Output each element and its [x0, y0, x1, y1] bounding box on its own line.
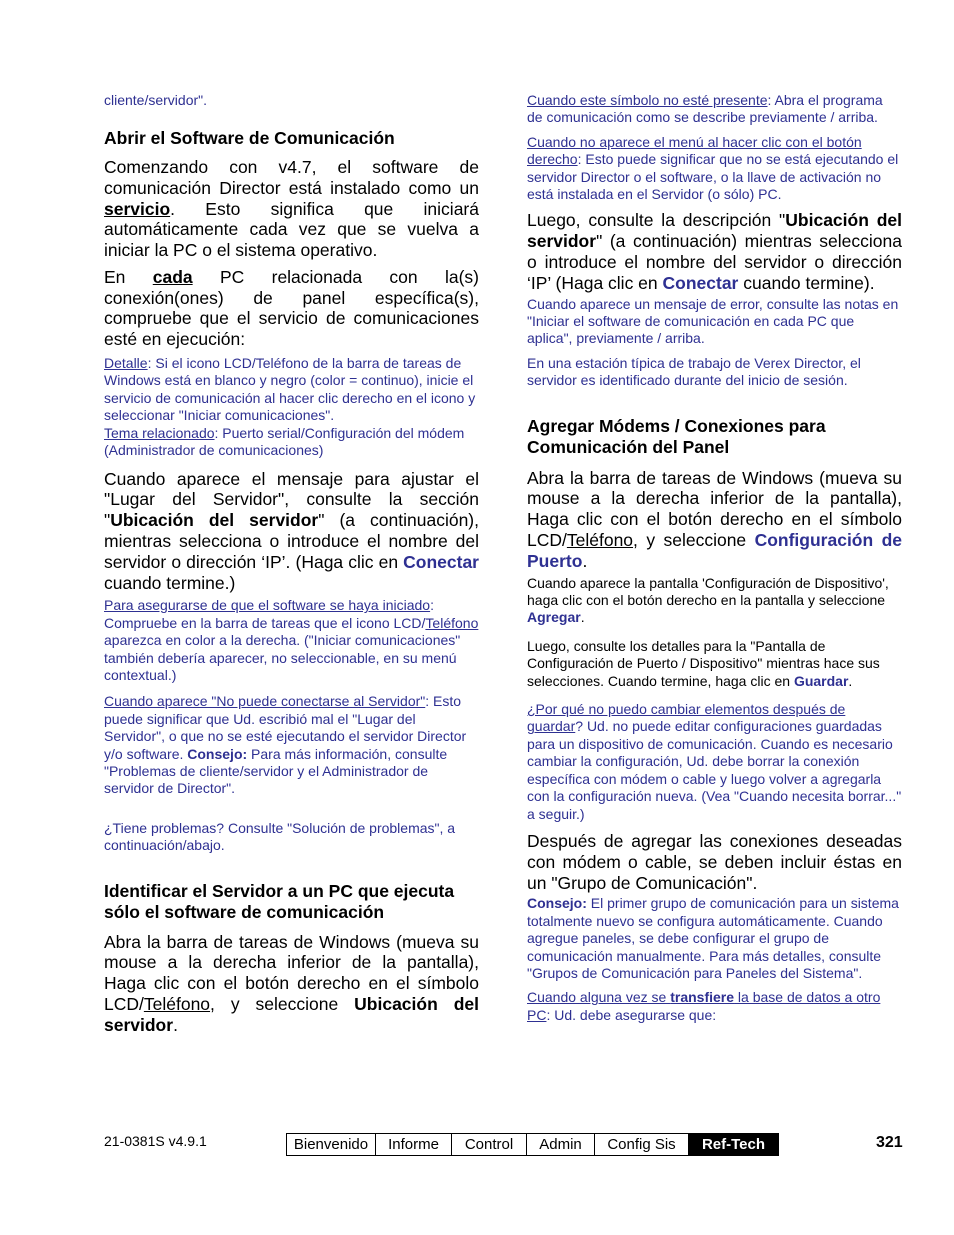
link-symbol-not-present[interactable]: Cuando este símbolo no esté presente [527, 92, 768, 108]
paragraph-port-details: Luego, consulte los detalles para la "Pantalla de Configuración de Puerto / Dispositivo" mientras hace sus selecciones. Cuando termine, haga clic en Guardar. [527, 637, 880, 689]
paragraph-consult-location: Luego, consulte la descripción "Ubicación del servidor" (a continuación) mientras selecciona o introduce el nombre del servidor o dirección ‘IP’ (Haga clic en Conectar cuando termine). [527, 210, 902, 293]
note-consejo-group: Consejo: El primer grupo de comunicación para un sistema totalmente nuevo se configura automáticamente. Cuando agregue paneles, se debe configurar el grupo de comunicación manualmente. Para más detalles, consulte "Grupos de Comunicación para Paneles del Sistema". [527, 895, 899, 981]
nav-admin[interactable]: Admin [527, 1134, 595, 1155]
note-problems: ¿Tiene problemas? Consulte "Solución de problemas", a continuación/abajo. [104, 819, 456, 854]
paragraph-comm-group: Después de agregar las conexiones deseadas con módem o cable, se deben incluir éstas en un "Grupo de Comunicación". [527, 830, 902, 893]
section-heading-open-software: Abrir el Software de Comunicación [104, 128, 395, 149]
nav-control[interactable]: Control [452, 1134, 527, 1155]
note-error-message: Cuando aparece un mensaje de error, consulte las notas en "Iniciar el software de comunicación en cada PC que aplica", previamente / arriba. [527, 295, 899, 347]
link-tema-relacionado[interactable]: Tema relacionado [104, 424, 215, 441]
nav-config-sis[interactable]: Config Sis [595, 1134, 689, 1155]
paragraph-each-pc: En cada PC relacionada con la(s) conexión(ones) de panel específica(s), compruebe que el servicio de comunicaciones esté en ejecución: [104, 266, 479, 350]
note-menu-not-appear: Cuando no aparece el menú al hacer clic con el botón derecho: Esto puede significar que no se está ejecutando el servidor Director o el software, o la llave de activación no está instalada en el Servidor (o sólo) PC. [527, 133, 899, 203]
link-servicio[interactable]: servicio [104, 198, 171, 219]
nav-ref-tech[interactable]: Ref-Tech [689, 1134, 778, 1155]
right-column [527, 92, 902, 1024]
nav-informe[interactable]: Informe [376, 1134, 452, 1155]
note-ensure-started: Para asegurarse de que el software se haya iniciado: Compruebe en la barra de tareas que el icono LCD/Teléfono aparezca en color a la derecha. ("Iniciar comunicaciones" también debería aparecer, no seleccionable, en su menú contextual.) [104, 597, 479, 683]
footer-nav [286, 1133, 779, 1156]
link-menu-not-appear[interactable]: Cuando no aparece el menú al hacer clic con el botón derecho [527, 133, 862, 168]
paragraph-service: Comenzando con v4.7, el software de comunicación Director está instalado como un servicio. Esto significa que iniciará automáticamente cada vez que se vuelva a iniciar la PC o el sistema operativo. [104, 156, 479, 261]
section-heading-add-modems: Agregar Módems / Conexiones para Comunicación del Panel [527, 415, 826, 458]
nav-bienvenido[interactable]: Bienvenido [287, 1134, 376, 1155]
note-symbol-not-present: Cuando este símbolo no esté presente: Abra el programa de comunicación como se describe previamente / arriba. [527, 92, 883, 126]
note-cannot-change: ¿Por qué no puedo cambiar elementos después de guardar? Ud. no puede editar configuraciones guardadas para un dispositivo de comunicación. Cuando es necesario cambiar la configuración, Ud. debe borrar la conexión específica con módem o cable y luego volver a agregarla con la configuración nueva. (Vea "Cuando necesita borrar..." a seguir.) [527, 701, 902, 822]
link-detalle[interactable]: Detalle [104, 355, 148, 372]
paragraph-port-config: Abra la barra de tareas de Windows (mueva su mouse a la derecha inferior de la pantalla), Haga clic con el botón derecho en el símbolo LCD/Teléfono, y seleccione Configuración de Puerto. [527, 467, 903, 571]
paragraph-open-taskbar: Abra la barra de tareas de Windows (mueva su mouse a la derecha inferior de la pantalla), Haga clic con el botón derecho en el símbolo LCD/Teléfono, y seleccione Ubicación del servidor. [104, 931, 480, 1035]
link-cannot-change[interactable]: ¿Por qué no puedo cambiar elementos después de guardar [527, 701, 846, 735]
link-transfer-db[interactable]: Cuando alguna vez se transfiere la base de datos a otro PC [527, 989, 881, 1023]
document-id: 21-0381S v4.9.1 [104, 1133, 207, 1149]
link-ensure-started[interactable]: Para asegurarse de que el software se haya iniciado [104, 597, 431, 614]
note-cannot-connect: Cuando aparece "No puede conectarse al Servidor": Esto puede significar que Ud. escribió mal el "Lugar del Servidor", o que no se esté ejecutando el servidor Director y/o software. Consejo: Para más información, consulte "Problemas de cliente/servidor y el Administrador de servidor de Director". [104, 693, 467, 797]
page-number: 321 [876, 1134, 903, 1151]
continuation-note: cliente/servidor". [104, 92, 208, 108]
config-puerto-label: Configuración de Puerto [527, 530, 903, 571]
paragraph-server-location: Cuando aparece el mensaje para ajustar el "Lugar del Servidor", consulte la sección "Ubicación del servidor" (a continuación), mientras selecciona o introduce el nombre del servidor o dirección ‘IP’. (Haga clic en Conectar cuando termine.) [104, 468, 479, 593]
note-detalle: Detalle: Si el icono LCD/Teléfono de la barra de tareas de Windows está en blanco y negro (color = continuo), inicie el servicio de comunicación al hacer clic derecho en el icono y seleccionar "Iniciar comunicaciones". [104, 355, 476, 424]
link-cannot-connect[interactable]: Cuando aparece "No puede conectarse al Servidor" [104, 693, 426, 710]
note-related-topic: Tema relacionado: Puerto serial/Configuración del módem (Administrador de comunicaciones) [104, 424, 465, 459]
note-transfer-db: Cuando alguna vez se transfiere la base de datos a otro PC: Ud. debe asegurarse que: [527, 989, 881, 1023]
conectar-label: Conectar [403, 551, 479, 572]
paragraph-device-config: Cuando aparece la pantalla 'Configuración de Dispositivo', haga clic con el botón derecho en la pantalla y seleccione Agregar. [527, 574, 889, 626]
section-heading-identify-server: Identificar el Servidor a un PC que ejecuta sólo el software de comunicación [104, 880, 455, 923]
note-typical-station: En una estación típica de trabajo de Verex Director, el servidor es identificado durante del inicio de sesión. [527, 354, 861, 389]
left-column [104, 92, 479, 1036]
